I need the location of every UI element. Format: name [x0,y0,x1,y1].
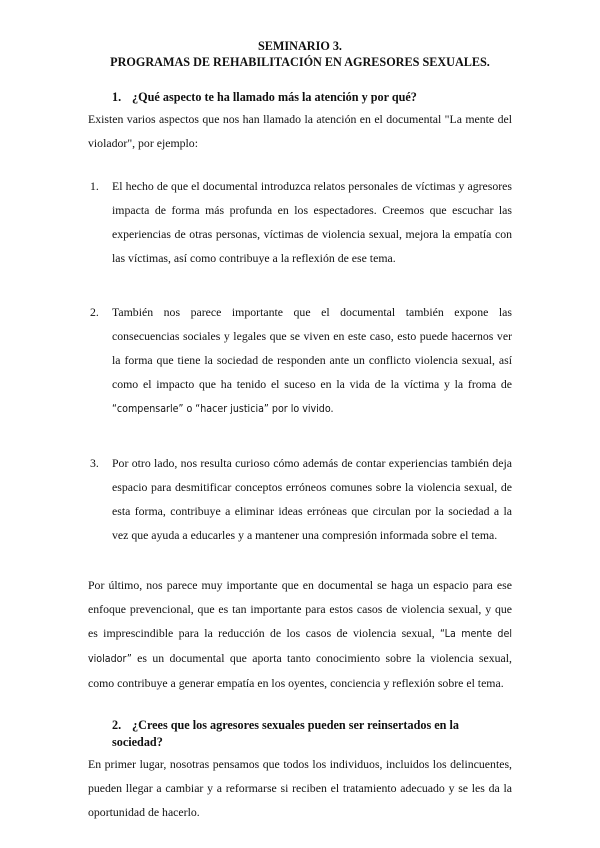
question-2-number: 2. [112,718,122,732]
points-list [88,174,512,547]
list-item-text: Por otro lado, nos resulta curioso cómo además de contar experiencias también deja espacio para desmitificar conceptos erróneos comunes sobre la violencia sexual, de esta forma, contribuye a eliminar ideas erróneas que circulan por la sociedad a la vez que ayuda a educarles y a mantener una compresión informada sobre el tema. [112,456,512,542]
conclusion-text-after: es un documental que aporta tanto conocimiento sobre la violencia sexual, como contribuye a generar empatía en los oyentes, conciencia y reflexión sobre el tema. [88,651,512,690]
question-1-text: ¿Qué aspecto te ha llamado más la atención y por qué? [132,90,417,104]
answer-2-paragraph: En primer lugar, nosotras pensamos que todos los individuos, incluidos los delincuentes, pueden llegar a cambiar y a reformarse si reciben el tratamiento adecuado y se les da la oportunidad de hacerlo. [88,757,512,819]
list-item [88,174,512,270]
list-item-number: 2. [90,305,99,319]
list-item-text: También nos parece importante que el documental también expone las consecuencias sociales y legales que se viven en este caso, esto puede hacernos ver la forma que tiene la sociedad de responden ante un conflicto violencia sexual, así como el impacto que ha tenido el suceso en la vida de la víctima y la froma de [112,305,512,391]
question-2-heading [88,717,512,751]
list-item [88,451,512,547]
list-item-number: 3. [90,456,99,470]
list-item-number: 1. [90,179,99,193]
list-item [88,300,512,421]
intro-paragraph: Existen varios aspectos que nos han llamado la atención en el documental "La mente del violador", por ejemplo: [88,112,512,150]
list-item-text-tail: “compensarle” o “hacer justicia” por lo vivido. [112,403,334,415]
conclusion-paragraph [88,573,512,695]
question-2-text: ¿Crees que los agresores sexuales pueden ser reinsertados en la sociedad? [112,718,459,749]
list-item-text: El hecho de que el documental introduzca relatos personales de víctimas y agresores impacta de forma más profunda en los espectadores. Creemos que escuchar las experiencias de otras personas, víctimas de violencia sexual, mejora la empatía con las víctimas, así como contribuye a la reflexión de ese tema. [112,179,512,265]
document-title-line-1: SEMINARIO 3. [258,39,342,53]
conclusion-text-before: Por último, nos parece muy importante que en documental se haga un espacio para ese enfoque prevencional, que es tan importante para estos casos de violencia sexual, y que es imprescindible para la reducción de los casos de violencia sexual, [88,578,512,640]
document-title-line-2: PROGRAMAS DE REHABILITACIÓN EN AGRESORES SEXUALES. [110,55,490,69]
question-1-heading [88,89,512,106]
question-1-number: 1. [112,90,122,104]
conclusion-quote: “La mente del violador” [88,628,513,665]
